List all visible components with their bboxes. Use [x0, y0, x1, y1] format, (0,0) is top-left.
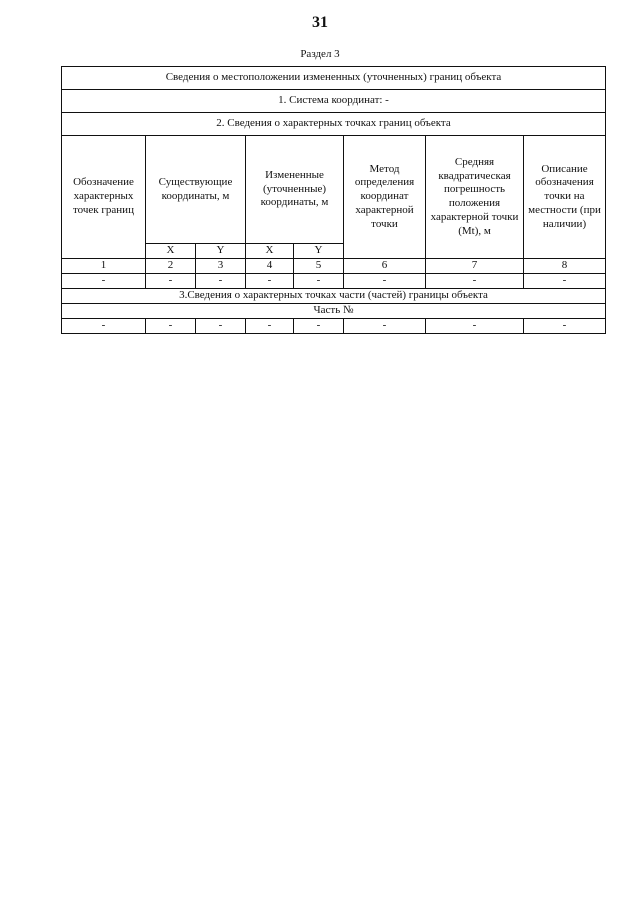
- column-number: 1: [62, 259, 146, 274]
- part-number-row: [62, 304, 606, 319]
- table-cell: -: [294, 319, 344, 334]
- column-number: 8: [524, 259, 606, 274]
- table-cell: -: [246, 319, 294, 334]
- col-header-error: Средняя квадратическая погрешность положения характерной точки (Mt), м: [426, 136, 524, 259]
- column-header-row: [62, 136, 606, 244]
- col-header-designation: Обозначение характерных точек границ: [62, 136, 146, 259]
- table-cell: -: [294, 274, 344, 289]
- table-cell: -: [524, 274, 606, 289]
- column-number: 4: [246, 259, 294, 274]
- page-number: 31: [312, 14, 328, 31]
- coord-system-text: 1. Система координат: -: [62, 90, 606, 113]
- part-number-text: Часть №: [62, 304, 606, 319]
- part-points-row: [62, 289, 606, 304]
- section-label: Раздел 3: [300, 48, 340, 60]
- column-number: 7: [426, 259, 524, 274]
- table-row: [62, 319, 606, 334]
- col-header-description: Описание обозначения точки на местности (при наличии): [524, 136, 606, 259]
- part-points-text: 3.Сведения о характерных точках части (частей) границы объекта: [62, 289, 606, 304]
- table-cell: -: [146, 319, 196, 334]
- table-cell: -: [62, 319, 146, 334]
- table-title: Сведения о местоположении измененных (уточненных) границ объекта: [62, 67, 606, 90]
- sub-header-changed-x: X: [246, 244, 294, 259]
- column-number: 3: [196, 259, 246, 274]
- coord-system-row: [62, 90, 606, 113]
- table-cell: -: [196, 319, 246, 334]
- column-number: 5: [294, 259, 344, 274]
- table-cell: -: [246, 274, 294, 289]
- table-cell: -: [146, 274, 196, 289]
- table-cell: -: [344, 274, 426, 289]
- table-title-row: [62, 67, 606, 90]
- col-header-method: Метод определения координат характерной точки: [344, 136, 426, 259]
- table-cell: -: [426, 274, 524, 289]
- col-header-existing: Существующие координаты, м: [146, 136, 246, 244]
- column-number: 2: [146, 259, 196, 274]
- table-cell: -: [344, 319, 426, 334]
- boundary-table: [61, 66, 606, 334]
- col-header-changed: Измененные (уточненные) координаты, м: [246, 136, 344, 244]
- table-cell: -: [426, 319, 524, 334]
- table-cell: -: [524, 319, 606, 334]
- column-number: 6: [344, 259, 426, 274]
- column-number-row: [62, 259, 606, 274]
- sub-header-existing-x: X: [146, 244, 196, 259]
- table-cell: -: [62, 274, 146, 289]
- points-header-row: [62, 113, 606, 136]
- table-cell: -: [196, 274, 246, 289]
- sub-header-changed-y: Y: [294, 244, 344, 259]
- sub-header-existing-y: Y: [196, 244, 246, 259]
- points-header-text: 2. Сведения о характерных точках границ объекта: [62, 113, 606, 136]
- table-row: [62, 274, 606, 289]
